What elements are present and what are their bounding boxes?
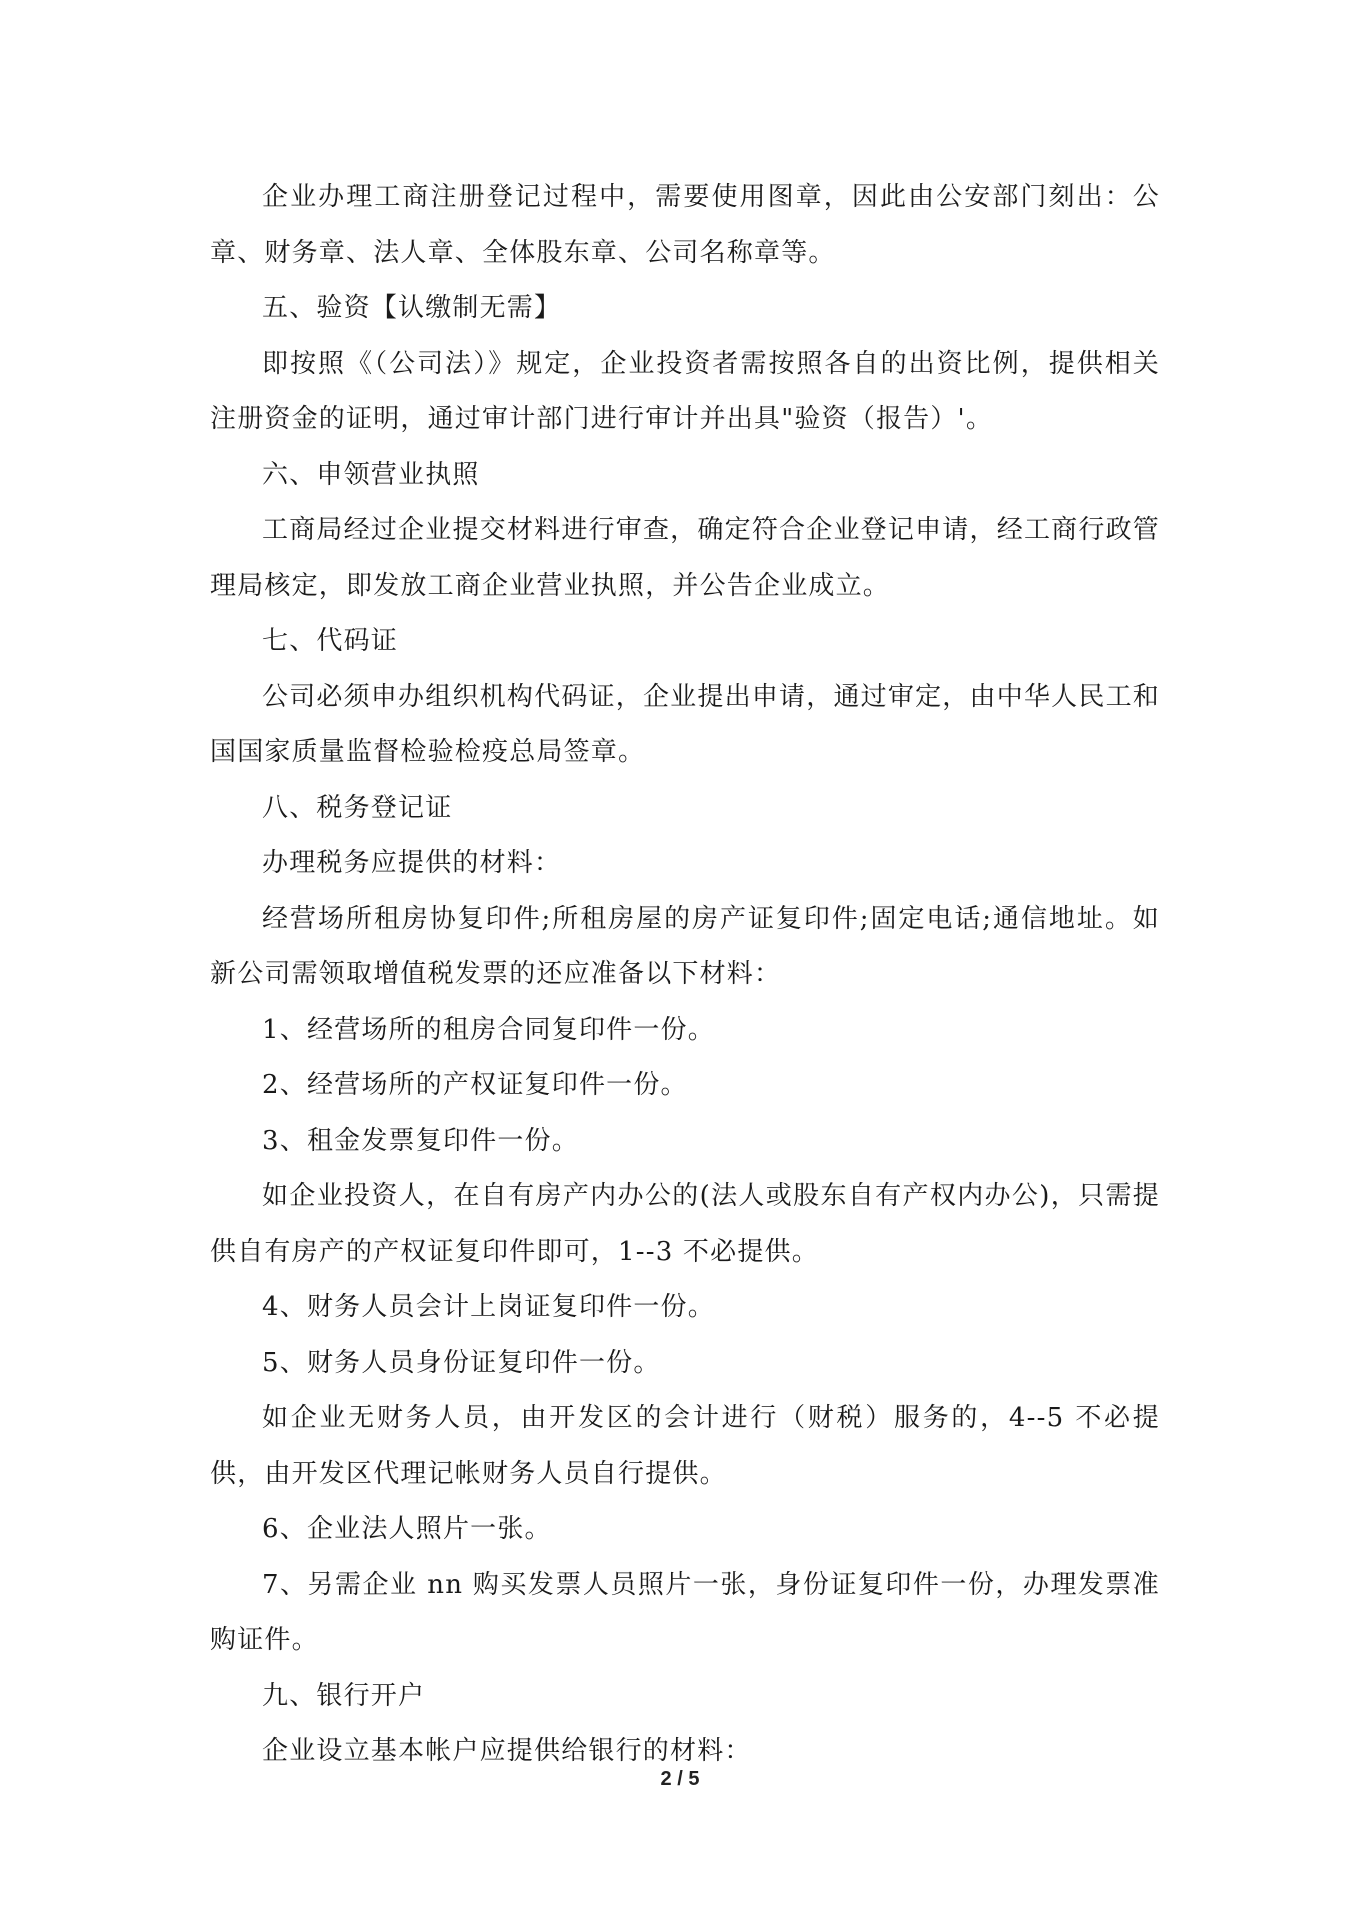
list-item-accountant-certificate: 4、财务人员会计上岗证复印件一份。 xyxy=(262,1292,715,1322)
heading-code-certificate: 七、代码证 xyxy=(262,626,399,656)
list-item-accountant-id: 5、财务人员身份证复印件一份。 xyxy=(262,1347,661,1378)
heading-business-license: 六、申领营业执照 xyxy=(262,459,480,490)
list-item-rent-invoice: 3、租金发票复印件一份。 xyxy=(262,1125,579,1156)
paragraph-capital-verification: 即按照《（公司法）》规定，企业投资者需按照各自的出资比例，提供相关注册资金的证明，通过审计部门进行审计并出具"验资（报告）'。 xyxy=(210,348,1160,434)
list-item-lease-contract: 1、经营场所的租房合同复印件一份。 xyxy=(262,1014,715,1045)
paragraph-tax-materials-intro: 办理税务应提供的材料： xyxy=(262,848,562,878)
paragraph-code-certificate: 公司必须申办组织机构代码证，企业提出申请，通过审定，由中华人民工和国国家质量监督检验检疫总局签章。 xyxy=(210,681,1160,767)
paragraph-own-property-note: 如企业投资人，在自有房产内办公的(法人或股东自有产权内办公)，只需提供自有房产的产权证复印件即可，1--3 不必提供。 xyxy=(210,1181,1160,1267)
paragraph-business-license: 工商局经过企业提交材料进行审查，确定符合企业登记申请，经工商行政管理局核定，即发放工商企业营业执照，并公告企业成立。 xyxy=(210,515,1160,601)
paragraph-bank-materials-intro: 企业设立基本帐户应提供给银行的材料： xyxy=(262,1736,752,1766)
heading-bank-account: 九、银行开户 xyxy=(262,1680,426,1711)
list-item-invoice-buyer-photo: 7、另需企业 nn 购买发票人员照片一张，身份证复印件一份，办理发票准购证件。 xyxy=(210,1569,1160,1655)
document-body xyxy=(210,170,1160,1780)
list-item-legal-person-photo: 6、企业法人照片一张。 xyxy=(262,1514,552,1544)
list-item-property-certificate: 2、经营场所的产权证复印件一份。 xyxy=(262,1070,688,1100)
paragraph-seal-engraving: 企业办理工商注册登记过程中，需要使用图章，因此由公安部门刻出：公章、财务章、法人章、全体股东章、公司名称章等。 xyxy=(210,182,1160,268)
paragraph-tax-materials-list: 经营场所租房协复印件;所租房屋的房产证复印件;固定电话;通信地址。如新公司需领取增值税发票的还应准备以下材料： xyxy=(210,903,1160,989)
page-number: 2 / 5 xyxy=(660,1768,700,1790)
heading-capital-verification: 五、验资【认缴制无需】 xyxy=(262,293,562,323)
paragraph-no-accountant-note: 如企业无财务人员，由开发区的会计进行（财税）服务的，4--5 不必提供，由开发区代理记帐财务人员自行提供。 xyxy=(210,1403,1160,1489)
heading-tax-registration: 八、税务登记证 xyxy=(262,792,453,823)
